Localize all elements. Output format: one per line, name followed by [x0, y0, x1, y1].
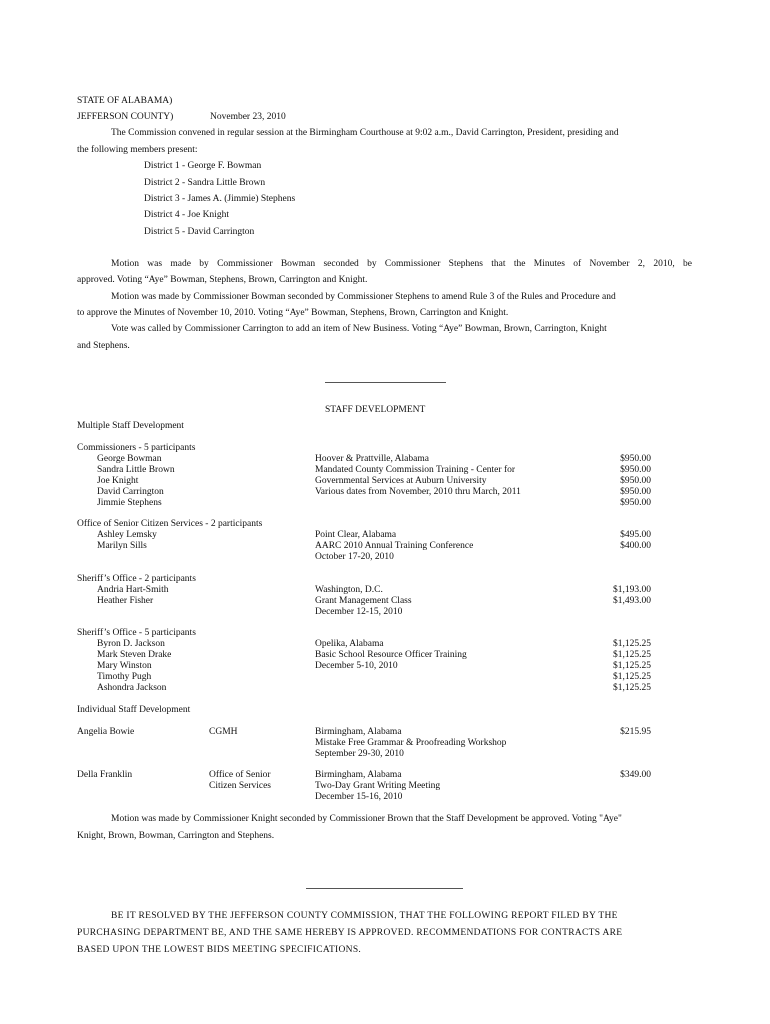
members-present-text: the following members present:: [77, 145, 198, 155]
motion-1-line-1: Motion was made by Commissioner Bowman seconded by Commissioner Stephens that the Minutes of November 2, 2010, be: [111, 259, 692, 269]
individual-department: [209, 727, 238, 738]
participant-name: Andria Hart-Smith: [97, 585, 169, 595]
group-heading: Sheriff’s Office - 2 participants: [77, 574, 196, 584]
multiple-staff-heading: Multiple Staff Development: [77, 421, 184, 431]
resolution-line-1: BE IT RESOLVED BY THE JEFFERSON COUNTY COMMISSION, THAT THE FOLLOWING REPORT FILED BY THE: [111, 911, 618, 921]
event-dates: Various dates from November, 2010 thru March, 2011: [315, 487, 521, 497]
section-divider: [306, 888, 463, 889]
event-detail: Basic School Resource Officer Training: [315, 650, 467, 660]
event-location: Washington, D.C.: [315, 585, 383, 595]
participant-name: Sandra Little Brown: [97, 465, 175, 475]
department-line: Office of Senior: [209, 770, 271, 780]
amount: $1,125.25: [613, 683, 651, 693]
event-details: [315, 770, 440, 803]
participant-name: Marilyn Sills: [97, 541, 147, 551]
amount-list: [571, 639, 651, 694]
district-2: District 2 - Sandra Little Brown: [144, 178, 266, 188]
amount: $1,493.00: [613, 596, 651, 606]
event-location: Point Clear, Alabama: [315, 530, 397, 540]
event-location: Hoover & Prattville, Alabama: [315, 454, 429, 464]
participant-name: Ashondra Jackson: [97, 683, 167, 693]
event-details: [315, 454, 521, 498]
event-details: [315, 530, 473, 563]
amount: $950.00: [620, 454, 651, 464]
participant-name: Jimmie Stephens: [97, 498, 162, 508]
district-5: District 5 - David Carrington: [144, 227, 255, 237]
event-location: Opelika, Alabama: [315, 639, 384, 649]
event-details: [315, 727, 506, 760]
participant-name: Mark Steven Drake: [97, 650, 172, 660]
resolution-line-2: PURCHASING DEPARTMENT BE, AND THE SAME HEREBY IS APPROVED. RECOMMENDATIONS FOR CONTRACTS ARE: [77, 928, 623, 938]
event-location: Birmingham, Alabama: [315, 727, 402, 737]
participant-name: Timothy Pugh: [97, 672, 152, 682]
resolution-line-3: BASED UPON THE LOWEST BIDS MEETING SPECIFICATIONS.: [77, 945, 362, 955]
participant-name: Byron D. Jackson: [97, 639, 165, 649]
convened-text: The Commission convened in regular session at the Birmingham Courthouse at 9:02 a.m., David Carrington, President, presiding and: [111, 128, 619, 138]
participant-list: [97, 454, 175, 509]
amount: $495.00: [620, 530, 651, 540]
amount: $1,193.00: [613, 585, 651, 595]
participant-name: George Bowman: [97, 454, 162, 464]
amount: $950.00: [620, 487, 651, 497]
amount: $950.00: [620, 465, 651, 475]
event-detail: Mandated County Commission Training - Center for: [315, 465, 516, 475]
participant-name: Heather Fisher: [97, 596, 154, 606]
amount: $950.00: [620, 476, 651, 486]
amount: $349.00: [620, 770, 651, 780]
event-details: [315, 639, 467, 672]
group-heading: Commissioners - 5 participants: [77, 443, 196, 453]
motion-3-line-2: and Stephens.: [77, 341, 130, 351]
department-line: Citizen Services: [209, 781, 271, 791]
event-detail: Governmental Services at Auburn University: [315, 476, 487, 486]
group-heading: Office of Senior Citizen Services - 2 participants: [77, 519, 263, 529]
amount-list: [571, 530, 651, 552]
department-line: CGMH: [209, 727, 238, 737]
event-dates: December 15-16, 2010: [315, 792, 403, 802]
event-detail: Two-Day Grant Writing Meeting: [315, 781, 441, 791]
individual-name: Della Franklin: [77, 770, 133, 780]
event-location: Birmingham, Alabama: [315, 770, 402, 780]
participant-name: David Carrington: [97, 487, 164, 497]
state-line: STATE OF ALABAMA): [77, 96, 173, 106]
district-3: District 3 - James A. (Jimmie) Stephens: [144, 194, 296, 204]
amount: $1,125.25: [613, 672, 651, 682]
participant-name: Joe Knight: [97, 476, 139, 486]
participant-list: [97, 585, 169, 607]
event-dates: September 29-30, 2010: [315, 749, 404, 759]
individual-department: [209, 770, 271, 792]
staff-motion-line-1: Motion was made by Commissioner Knight seconded by Commissioner Brown that the Staff Development be approved. Voting "Aye": [111, 814, 622, 824]
event-details: [315, 585, 412, 618]
district-1: District 1 - George F. Bowman: [144, 161, 262, 171]
participant-name: Mary Winston: [97, 661, 152, 671]
participant-list: [97, 530, 157, 552]
group-heading: Sheriff’s Office - 5 participants: [77, 628, 196, 638]
amount: $1,125.25: [613, 661, 651, 671]
event-dates: December 5-10, 2010: [315, 661, 398, 671]
amount: $215.95: [620, 727, 651, 737]
amount: $950.00: [620, 498, 651, 508]
participant-list: [97, 639, 171, 694]
meeting-date: November 23, 2010: [210, 112, 286, 122]
event-dates: October 17-20, 2010: [315, 552, 394, 562]
amount: $400.00: [620, 541, 651, 551]
event-detail: Mistake Free Grammar & Proofreading Workshop: [315, 738, 507, 748]
county-line: JEFFERSON COUNTY): [77, 112, 174, 122]
motion-1-line-2: approved. Voting “Aye” Bowman, Stephens, Brown, Carrington and Knight.: [77, 275, 368, 285]
section-divider: [325, 382, 446, 383]
amount: $1,125.25: [613, 639, 651, 649]
participant-name: Ashley Lemsky: [97, 530, 157, 540]
motion-2-line-1: Motion was made by Commissioner Bowman seconded by Commissioner Stephens to amend Rule 3 of the Rules and Procedure and: [111, 292, 616, 302]
district-4: District 4 - Joe Knight: [144, 210, 229, 220]
amount: $1,125.25: [613, 650, 651, 660]
individual-name: Angelia Bowie: [77, 727, 135, 737]
motion-2-line-2: to approve the Minutes of November 10, 2010. Voting “Aye” Bowman, Stephens, Brown, Carrington and Knight.: [77, 308, 509, 318]
amount-list: [571, 585, 651, 607]
amount-list: [571, 454, 651, 509]
event-detail: Grant Management Class: [315, 596, 412, 606]
individual-staff-heading: Individual Staff Development: [77, 705, 191, 715]
staff-development-title: STAFF DEVELOPMENT: [325, 405, 426, 415]
event-dates: December 12-15, 2010: [315, 607, 403, 617]
motion-3-line-1: Vote was called by Commissioner Carrington to add an item of New Business. Voting “Aye” Bowman, Brown, Carrington, Knight: [111, 324, 607, 334]
staff-motion-line-2: Knight, Brown, Bowman, Carrington and Stephens.: [77, 831, 275, 841]
event-detail: AARC 2010 Annual Training Conference: [315, 541, 474, 551]
